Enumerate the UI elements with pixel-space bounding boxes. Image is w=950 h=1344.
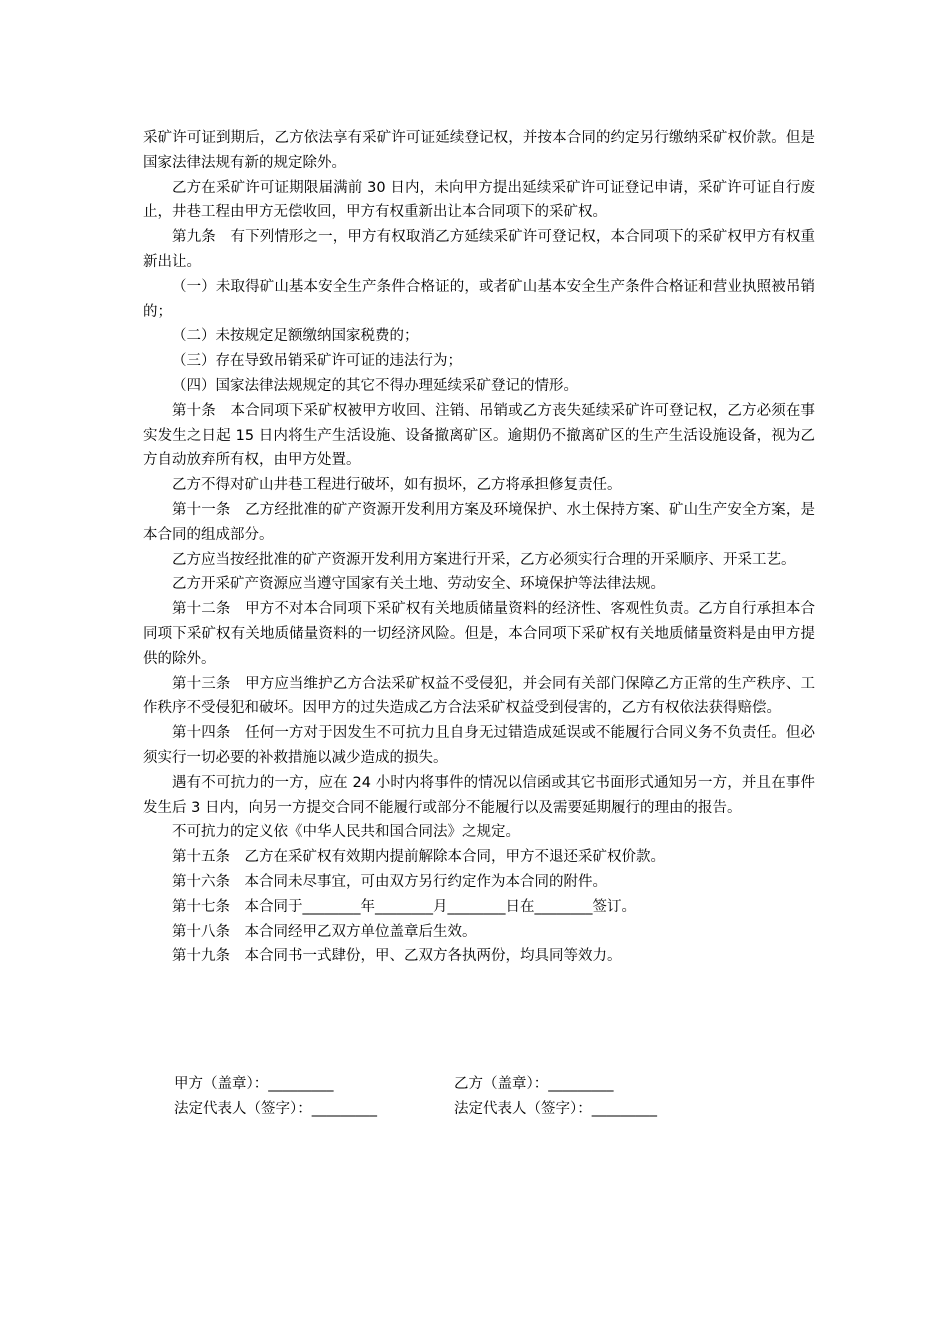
article-18: 第十八条 本合同经甲乙双方单位盖章后生效。 xyxy=(172,923,477,940)
party-a-seal-field: 甲方（盖章）：_________ xyxy=(174,1076,334,1092)
article-13: 第十三条 甲方应当维护乙方合法采矿权益不受侵犯，并会同有关部门保障乙方正常的生产秩序、工作秩序不受侵犯和破坏。因甲方的过失造成乙方合法采矿权益受到侵害的，乙方有权依法获得赔偿。 xyxy=(143,675,815,717)
signature-block xyxy=(174,1072,734,1122)
party-b-representative-field: 法定代表人（签字）：_________ xyxy=(454,1100,657,1117)
contract-body xyxy=(143,126,815,969)
article-10: 第十条 本合同项下采矿权被甲方收回、注销、吊销或乙方丧失延续采矿许可登记权，乙方必须在事实发生之日起 15 日内将生产生活设施、设备撤离矿区。逾期仍不撤离矿区的生产生活设施设备，视为乙方自动放弃所有权，由甲方处置。 xyxy=(143,402,815,469)
paragraph: 乙方不得对矿山井巷工程进行破坏，如有损坏，乙方将承担修复责任。 xyxy=(172,477,622,494)
paragraph: 采矿许可证到期后，乙方依法享有采矿许可证延续登记权，并按本合同的约定另行缴纳采矿权价款。但是国家法律法规有新的规定除外。 xyxy=(143,130,815,171)
paragraph: 乙方应当按经批准的矿产资源开发利用方案进行开采，乙方必须实行合理的开采顺序、开采工艺。 xyxy=(172,551,796,568)
party-a-representative-field: 法定代表人（签字）：_________ xyxy=(174,1100,377,1117)
article-14: 第十四条 任何一方对于因发生不可抗力且自身无过错造成延误或不能履行合同义务不负责任。但必须实行一切必要的补救措施以减少造成的损失。 xyxy=(143,725,815,766)
article-15: 第十五条 乙方在采矿权有效期内提前解除本合同，甲方不退还采矿权价款。 xyxy=(172,849,665,866)
paragraph: 乙方在采矿许可证期限届满前 30 日内，未向甲方提出延续采矿许可证登记申请，采矿许可证自行废止，井巷工程由甲方无偿收回，甲方有权重新出让本合同项下的采矿权。 xyxy=(143,179,815,221)
seal-row xyxy=(174,1072,734,1097)
article-12: 第十二条 甲方不对本合同项下采矿权有关地质储量资料的经济性、客观性负责。乙方自行承担本合同项下采矿权有关地质储量资料的一切经济风险。但是，本合同项下采矿权有关地质储量资料是由甲方提供的除外。 xyxy=(143,601,815,667)
paragraph: 遇有不可抗力的一方，应在 24 小时内将事件的情况以信函或其它书面形式通知另一方，并且在事件发生后 3 日内，向另一方提交合同不能履行或部分不能履行以及需要延期履行的理由的报告。 xyxy=(143,774,815,816)
list-item: （一）未取得矿山基本安全生产条件合格证的，或者矿山基本安全生产条件合格证和营业执照被吊销的； xyxy=(143,278,815,320)
party-b-seal-field: 乙方（盖章）：_________ xyxy=(454,1076,614,1092)
list-item: （三）存在导致吊销采矿许可证的违法行为； xyxy=(172,353,462,370)
article-16: 第十六条 本合同未尽事宜，可由双方另行约定作为本合同的附件。 xyxy=(172,873,607,890)
representative-row xyxy=(174,1097,734,1122)
article-17: 第十七条 本合同于________年________月________日在________签订。 xyxy=(172,898,636,915)
list-item: （二）未按规定足额缴纳国家税费的； xyxy=(172,328,419,345)
article-11: 第十一条 乙方经批准的矿产资源开发利用方案及环境保护、水土保持方案、矿山生产安全方案，是本合同的组成部分。 xyxy=(143,501,815,543)
paragraph: 乙方开采矿产资源应当遵守国家有关土地、劳动安全、环境保护等法律法规。 xyxy=(172,576,665,593)
article-9: 第九条 有下列情形之一，甲方有权取消乙方延续采矿许可登记权，本合同项下的采矿权甲方有权重新出让。 xyxy=(143,229,815,270)
paragraph: 不可抗力的定义依《中华人民共和国合同法》之规定。 xyxy=(172,824,520,841)
list-item: （四）国家法律法规规定的其它不得办理延续采矿登记的情形。 xyxy=(172,377,578,394)
article-19: 第十九条 本合同书一式肆份，甲、乙双方各执两份，均具同等效力。 xyxy=(172,948,622,965)
